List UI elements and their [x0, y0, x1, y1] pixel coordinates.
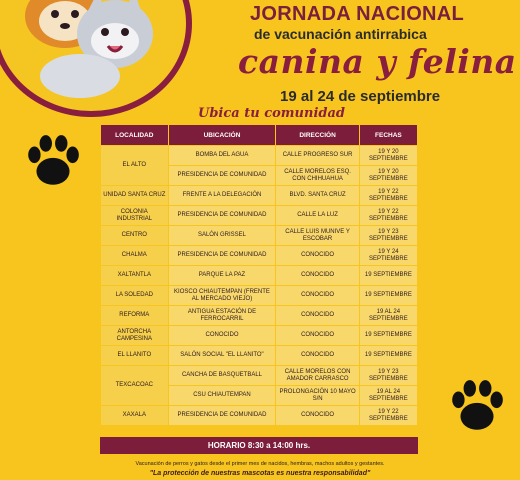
- cell-direccion: BLVD. SANTA CRUZ: [276, 186, 358, 205]
- campaign-name: canina y felina: [238, 42, 517, 81]
- cell-fecha: 19 SEPTIEMBRE: [360, 286, 417, 305]
- cell-localidad: REFORMA: [101, 306, 168, 325]
- cell-localidad: ANTORCHA CAMPESINA: [101, 326, 168, 345]
- cell-fecha: 19 SEPTIEMBRE: [360, 346, 417, 365]
- cell-direccion: CONOCIDO: [276, 306, 358, 325]
- cell-localidad: CENTRO: [101, 226, 168, 245]
- cell-fecha: 19 AL 24 SEPTIEMBRE: [360, 386, 417, 405]
- table-row: [101, 366, 417, 385]
- cell-ubicacion: KIOSCO CHIAUTEMPAN (FRENTE AL MERCADO VIEJO): [169, 286, 276, 305]
- cell-ubicacion: PRESIDENCIA DE COMUNIDAD: [169, 206, 276, 225]
- footnote: Vacunación de perros y gatos desde el primer mes de nacidos, hembras, machos adultos y gestantes.: [135, 461, 385, 467]
- paw-print-icon: [22, 130, 84, 192]
- cell-localidad: TEXCACOAC: [101, 366, 168, 405]
- locate-heading: Ubica tu comunidad: [198, 106, 345, 121]
- cell-direccion: PROLONGACIÓN 10 MAYO S/N: [276, 386, 358, 405]
- col-header-direccion: DIRECCIÓN: [276, 125, 358, 145]
- cell-localidad: XALTANTLA: [101, 266, 168, 285]
- cell-localidad: UNIDAD SANTA CRUZ: [101, 186, 168, 205]
- col-header-ubicacion: UBICACIÓN: [169, 125, 276, 145]
- table-row: [101, 266, 417, 285]
- paw-print-icon: [446, 375, 508, 437]
- cell-direccion: CONOCIDO: [276, 246, 358, 265]
- cell-ubicacion: BOMBA DEL AGUA: [169, 146, 276, 165]
- table-row: [101, 226, 417, 245]
- cell-direccion: CALLE MORELOS ESQ. CON CHIHUAHUA: [276, 166, 358, 185]
- cell-direccion: CONOCIDO: [276, 326, 358, 345]
- cell-ubicacion: PRESIDENCIA DE COMUNIDAD: [169, 246, 276, 265]
- cell-direccion: CALLE LA LUZ: [276, 206, 358, 225]
- cell-direccion: CONOCIDO: [276, 266, 358, 285]
- cell-direccion: CONOCIDO: [276, 286, 358, 305]
- cell-fecha: 19 Y 22 SEPTIEMBRE: [360, 206, 417, 225]
- cell-direccion: CALLE LUIS MUNIVE Y ESCOBAR: [276, 226, 358, 245]
- cell-localidad: EL LLANITO: [101, 346, 168, 365]
- table-row: [101, 286, 417, 305]
- table-row: [101, 346, 417, 365]
- cell-ubicacion: SALÓN SOCIAL "EL LLANITO": [169, 346, 276, 365]
- cell-direccion: CONOCIDO: [276, 406, 358, 425]
- cell-fecha: 19 Y 22 SEPTIEMBRE: [360, 186, 417, 205]
- cell-direccion: CALLE PROGRESO SUR: [276, 146, 358, 165]
- table-row: [101, 306, 417, 325]
- table-row: [101, 246, 417, 265]
- cell-direccion: CALLE MORELOS CON AMADOR CARRASCO: [276, 366, 358, 385]
- cell-localidad: COLONIA INDUSTRIAL: [101, 206, 168, 225]
- cell-localidad: EL ALTO: [101, 146, 168, 185]
- cell-ubicacion: SALÓN GRISSEL: [169, 226, 276, 245]
- cell-ubicacion: PARQUE LA PAZ: [169, 266, 276, 285]
- table-row: [101, 206, 417, 225]
- page-subtitle: de vacunación antirrabica: [254, 26, 427, 42]
- cell-fecha: 19 SEPTIEMBRE: [360, 266, 417, 285]
- table-row: [101, 326, 417, 345]
- cell-ubicacion: FRENTE A LA DELEGACIÓN: [169, 186, 276, 205]
- cell-ubicacion: PRESIDENCIA DE COMUNIDAD: [169, 166, 276, 185]
- cell-localidad: LA SOLEDAD: [101, 286, 168, 305]
- cell-fecha: 19 Y 23 SEPTIEMBRE: [360, 366, 417, 385]
- table-row: [101, 186, 417, 205]
- cell-direccion: CONOCIDO: [276, 346, 358, 365]
- schedule-hours: HORARIO 8:30 a 14:00 hrs.: [100, 437, 418, 454]
- cell-localidad: XAXALA: [101, 406, 168, 425]
- cell-ubicacion: PRESIDENCIA DE COMUNIDAD: [169, 406, 276, 425]
- vaccination-schedule-table: [100, 124, 418, 426]
- campaign-dates: 19 al 24 de septiembre: [280, 88, 441, 105]
- table-row: [101, 146, 417, 165]
- cell-fecha: 19 SEPTIEMBRE: [360, 326, 417, 345]
- cell-ubicacion: CSU CHIAUTEMPAN: [169, 386, 276, 405]
- cat-dog-logo-art: [20, 0, 170, 106]
- cell-fecha: 19 AL 24 SEPTIEMBRE: [360, 306, 417, 325]
- col-header-localidad: LOCALIDAD: [101, 125, 168, 145]
- col-header-fechas: FECHAS: [360, 125, 417, 145]
- cell-ubicacion: CANCHA DE BASQUETBALL: [169, 366, 276, 385]
- page-title: JORNADA NACIONAL: [250, 3, 465, 25]
- cell-fecha: 19 Y 20 SEPTIEMBRE: [360, 166, 417, 185]
- cell-fecha: 19 Y 20 SEPTIEMBRE: [360, 146, 417, 165]
- cell-fecha: 19 Y 23 SEPTIEMBRE: [360, 226, 417, 245]
- table-row: [101, 406, 417, 425]
- cell-ubicacion: ANTIGUA ESTACIÓN DE FERROCARRIL: [169, 306, 276, 325]
- cell-fecha: 19 Y 24 SEPTIEMBRE: [360, 246, 417, 265]
- cell-localidad: CHALMA: [101, 246, 168, 265]
- cell-ubicacion: CONOCIDO: [169, 326, 276, 345]
- slogan: "La protección de nuestras mascotas es nuestra responsabilidad": [149, 470, 371, 477]
- cat-dog-logo-icon: [0, 0, 192, 117]
- cell-fecha: 19 Y 22 SEPTIEMBRE: [360, 406, 417, 425]
